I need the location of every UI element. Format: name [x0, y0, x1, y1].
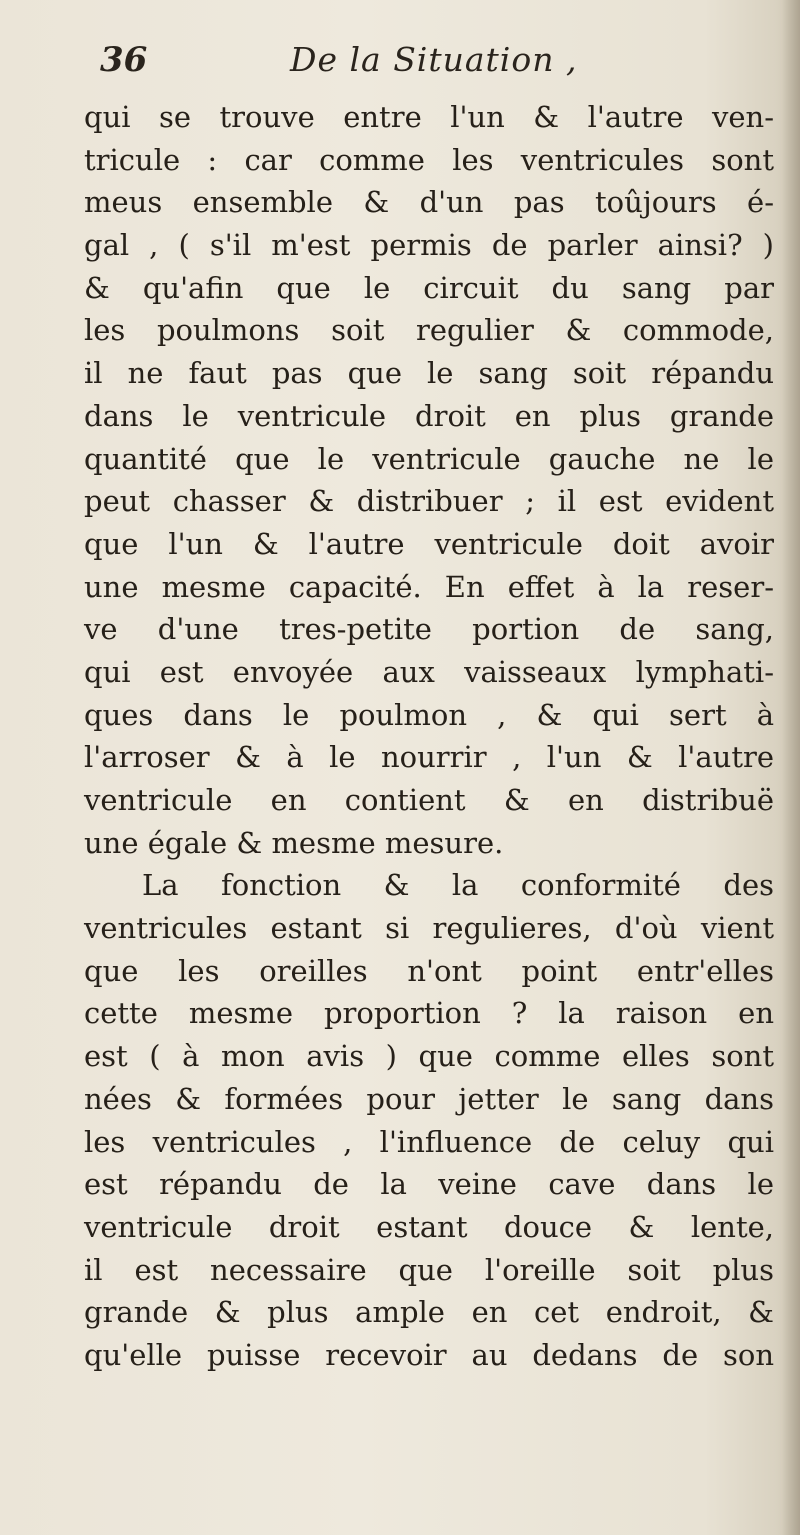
page-header — [0, 40, 800, 90]
text-line: que l'un & l'autre ventricule doit avoir — [84, 526, 774, 561]
text-line: meus ensemble & d'un pas toûjours é- — [84, 185, 774, 220]
text-line: il est necessaire que l'oreille soit plus — [84, 1252, 774, 1287]
text-line: que les oreilles n'ont point entr'elles — [84, 953, 774, 988]
text-line: qu'elle puisse recevoir au dedans de son — [84, 1337, 774, 1372]
text-line: les ventricules , l'influence de celuy qui — [84, 1124, 774, 1159]
text-line: quantité que le ventricule gauche ne le — [84, 441, 774, 476]
page-number: 36 — [100, 40, 148, 80]
text-line: cette mesme proportion ? la raison en — [84, 996, 774, 1031]
text-line: tricule : car comme les ventricules sont — [84, 142, 774, 177]
body-text — [84, 96, 774, 1377]
text-line: est ( à mon avis ) que comme elles sont — [84, 1039, 774, 1074]
text-line: ventricule en contient & en distribuë — [84, 783, 774, 817]
text-line: ventricule droit estant douce & lente, — [84, 1209, 774, 1244]
running-title: De la Situation , — [290, 40, 578, 79]
text-line: La fonction & la conformité des — [142, 868, 774, 903]
text-line: grande & plus ample en cet endroit, & — [84, 1295, 774, 1330]
text-line: ve d'une tres-petite portion de sang, — [84, 612, 774, 647]
text-line: les poulmons soit regulier & commode, — [84, 313, 774, 348]
text-line: l'arroser & à le nourrir , l'un & l'autre — [84, 740, 774, 775]
text-line: nées & formées pour jetter le sang dans — [84, 1081, 774, 1116]
text-line: dans le ventricule droit en plus grande — [84, 398, 774, 433]
text-line: il ne faut pas que le sang soit répandu — [84, 356, 774, 391]
page-edge-shadow — [782, 0, 800, 1535]
text-line: gal , ( s'il m'est permis de parler ainsi? ) — [84, 228, 774, 263]
text-line: ventricules estant si regulieres, d'où vient — [84, 911, 774, 946]
text-line: & qu'afin que le circuit du sang par — [84, 270, 774, 305]
text-line: qui se trouve entre l'un & l'autre ven- — [84, 100, 774, 134]
text-line: peut chasser & distribuer ; il est evident — [84, 484, 774, 519]
text-line: ques dans le poulmon , & qui sert à — [84, 697, 774, 732]
text-line: une égale & mesme mesure. — [84, 825, 504, 860]
text-line: une mesme capacité. En effet à la reser- — [84, 569, 774, 604]
text-line: est répandu de la veine cave dans le — [84, 1167, 774, 1202]
text-line: qui est envoyée aux vaisseaux lymphati- — [84, 654, 774, 689]
